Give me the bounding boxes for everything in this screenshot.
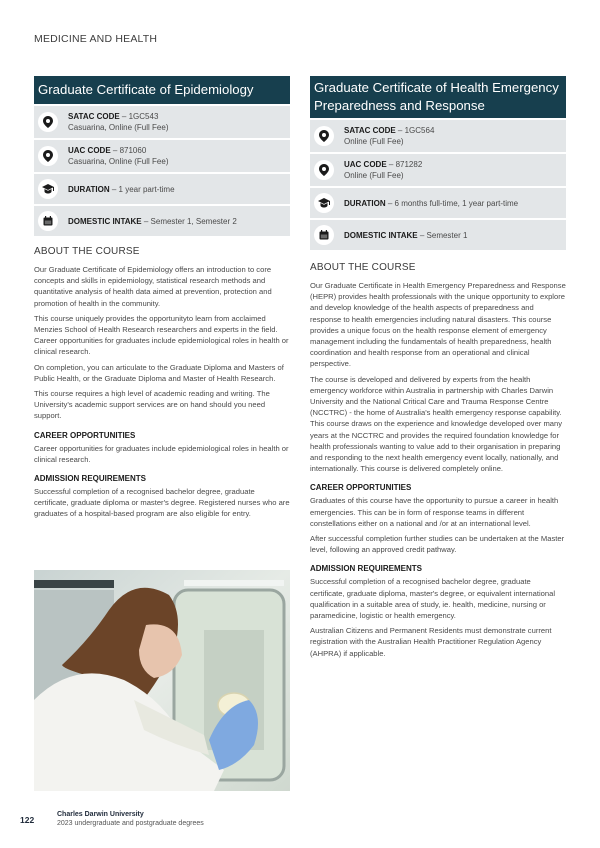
fact-duration	[34, 174, 290, 204]
course-title: Graduate Certificate of Health Emergency Preparedness and Response	[310, 76, 566, 118]
location-pin-icon	[314, 160, 334, 180]
fact-uac-code	[310, 154, 566, 186]
page-number: 122	[20, 815, 35, 825]
fact-label: DURATION	[344, 198, 386, 208]
location-pin-icon	[314, 126, 334, 146]
fact-value: – Semester 1, Semester 2	[141, 216, 237, 226]
location-pin-icon	[38, 146, 58, 166]
fact-duration	[310, 188, 566, 218]
course-title: Graduate Certificate of Epidemiology	[34, 76, 290, 104]
fact-satac-code	[34, 106, 290, 138]
fact-value: – 1GC564	[395, 126, 435, 135]
section-label: MEDICINE AND HEALTH	[34, 33, 158, 45]
calendar-icon	[38, 211, 58, 231]
admission-heading: ADMISSION REQUIREMENTS	[34, 474, 147, 484]
fact-domestic-intake	[310, 220, 566, 250]
course-epidemiology	[34, 76, 290, 524]
career-paragraph: Career opportunities for graduates include epidemiological roles in health or clinical research.	[34, 443, 289, 464]
fact-value: – 1GC543	[119, 112, 159, 121]
fact-label: DOMESTIC INTAKE	[68, 216, 142, 226]
fact-uac-code	[34, 140, 290, 172]
fact-label: SATAC CODE	[344, 126, 396, 135]
course-health-emergency	[310, 76, 566, 663]
fact-sub: Casuarina, Online (Full Fee)	[68, 123, 169, 132]
fact-value: – 1 year part-time	[109, 184, 175, 194]
about-paragraph: On completion, you can articulate to the Graduate Diploma and Masters of Public Health, or the Graduate Diploma and Master of Health Research.	[34, 362, 284, 383]
fact-value: – 871060	[110, 146, 147, 155]
career-heading: CAREER OPPORTUNITIES	[34, 430, 136, 440]
admission-paragraph: Successful completion of a recognised bachelor degree, graduate certificate, graduate diploma, master's degree, or equivalent international qualification in a suitable area of study, ie. health, medicine, nursing or paramedicine, logistic or health emergency.	[310, 577, 556, 621]
footer-subtitle: 2023 undergraduate and postgraduate degrees	[57, 820, 204, 827]
fact-sub: Online (Full Fee)	[344, 171, 404, 180]
footer-university: Charles Darwin University	[57, 811, 144, 818]
about-paragraph: This course uniquely provides the opportunityto learn from acclaimed Menzies School of Health Research researchers and experts in the field. Career opportunities for graduates include epidemiological roles in health or clinical research.	[34, 313, 289, 357]
about-paragraph: Our Graduate Certificate in Health Emergency Preparedness and Response (HEPR) provides health professionals with the unique opportunity to explore and develop knowledge of the health aspects of preparedness and response to health emergencies including natural disasters. This course provides a unique focus on the health response element of emergency management including the fundamentals of health preparedness, health coordination and health response from an operational and clinical perspective.	[310, 281, 566, 369]
career-paragraph: Graduates of this course have the opportunity to pursue a career in health emergencies. This can be in form of response teams in different constellations either on a national and /or at an international level.	[310, 496, 559, 528]
about-paragraph: This course requires a high level of academic reading and writing. The University's academic support services are on hand should you need support.	[34, 389, 270, 421]
about-paragraph: The course is developed and delivered by experts from the health emergency workforce within Australia in partnership with Charles Darwin University and the National Critical Care and Trauma Response Centre (NCCTRC) - the home of Australia's health emergency response capability. This course draws on the experience and knowledge developed over many years at the NCCTRC and provides the required foundation knowledge for health professionals wanting to value add to their organisation in preparing and responding to the next health emergency event locally, nationally, and internationally. This course is delivered completely online.	[310, 374, 563, 474]
about-heading: ABOUT THE COURSE	[310, 262, 416, 273]
fact-label: DOMESTIC INTAKE	[344, 230, 418, 240]
fact-satac-code	[310, 120, 566, 152]
fact-sub: Casuarina, Online (Full Fee)	[68, 157, 169, 166]
location-pin-icon	[38, 112, 58, 132]
admission-heading: ADMISSION REQUIREMENTS	[310, 564, 423, 574]
graduation-cap-icon	[38, 179, 58, 199]
about-heading: ABOUT THE COURSE	[34, 246, 140, 257]
fact-label: UAC CODE	[68, 146, 111, 155]
about-paragraph: Our Graduate Certificate of Epidemiology offers an introduction to core concepts and skills in epidemiology, statistical research methods and quantitative analysis of health data aimed at prevention, protection and promotion of health in the community.	[34, 265, 272, 308]
photo-illustration	[34, 570, 290, 791]
fact-sub: Online (Full Fee)	[344, 137, 404, 146]
fact-value: – 871282	[386, 160, 423, 169]
fact-label: UAC CODE	[344, 160, 387, 169]
career-heading: CAREER OPPORTUNITIES	[310, 483, 412, 493]
fact-label: DURATION	[68, 184, 110, 194]
admission-paragraph: Successful completion of a recognised bachelor degree, graduate certificate, graduate diploma or master's degree. Registered nurses who are graduates of a hospital-based program are also eligible for entry.	[34, 487, 290, 519]
fact-value: – 6 months full-time, 1 year part-time	[385, 198, 519, 208]
lab-scientist-photo	[34, 570, 290, 791]
career-paragraph: After successful completion further studies can be undertaken at the Master level, following an approved credit pathway.	[310, 534, 565, 555]
fact-domestic-intake	[34, 206, 290, 236]
calendar-icon	[314, 225, 334, 245]
graduation-cap-icon	[314, 193, 334, 213]
fact-label: SATAC CODE	[68, 112, 120, 121]
fact-value: – Semester 1	[417, 230, 468, 240]
admission-paragraph: Australian Citizens and Permanent Residents must demonstrate current registration with the Australian Health Practitioner Regulation Agency (AHPRA) if applicable.	[310, 626, 552, 658]
